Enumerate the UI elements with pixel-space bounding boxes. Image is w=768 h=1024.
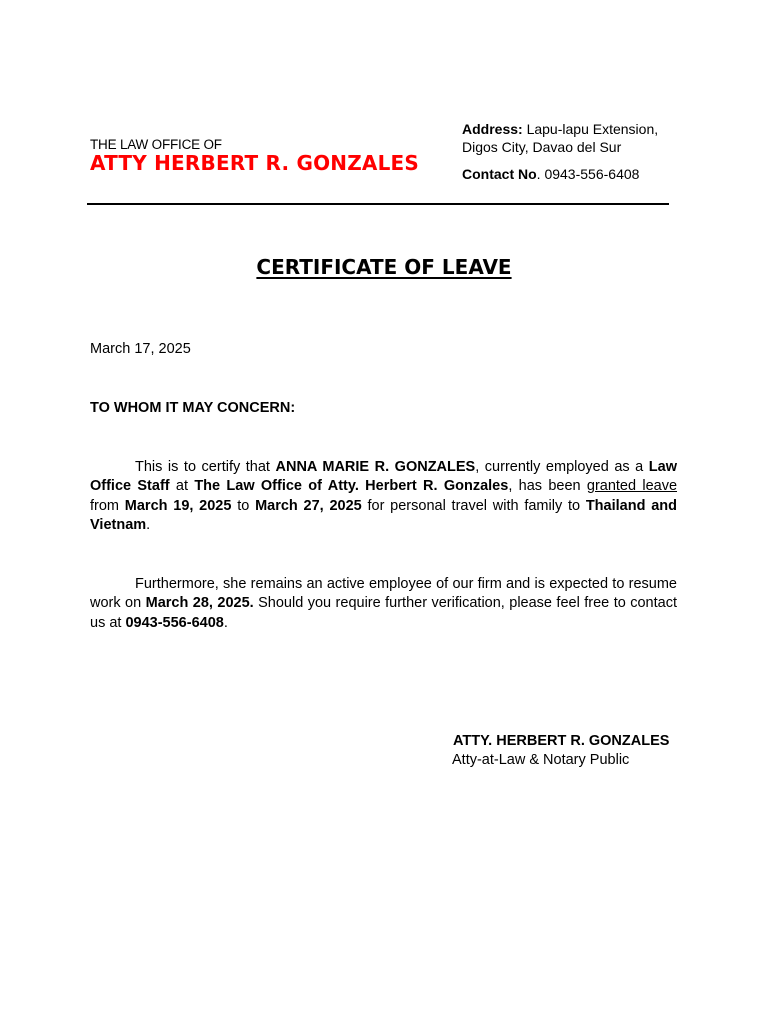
address-line2: Digos City, Davao del Sur — [462, 139, 622, 155]
signatory-title: Atty-at-Law & Notary Public — [452, 752, 630, 768]
salutation: TO WHOM IT MAY CONCERN: — [90, 400, 296, 416]
contact-value: . 0943-556-6408 — [536, 166, 640, 182]
text-run: , has been — [508, 478, 587, 495]
leave-start-date: March 19, 2025 — [124, 497, 232, 514]
address-line1: Lapu-lapu Extension, — [526, 121, 659, 137]
contact-phone: 0943-556-6408 — [125, 614, 224, 631]
employee-name: ANNA MARIE R. GONZALES — [275, 459, 476, 475]
resume-date: March 28, 2025. — [145, 595, 254, 612]
certification-paragraph — [90, 458, 677, 535]
text-run: . — [223, 614, 228, 631]
text-run: at — [169, 478, 195, 495]
travel-destination: Thailand and Vietnam — [90, 497, 677, 533]
text-run: , currently employed as a — [475, 459, 649, 475]
employee-position: Law Office Staff — [90, 459, 677, 495]
signatory-name: ATTY. HERBERT R. GONZALES — [453, 733, 670, 749]
text-run: Should you require further verification, please feel free to contact us at — [90, 595, 677, 631]
text-run: Furthermore, she remains an active employee of our firm and is expected to resume work on — [90, 576, 677, 612]
text-run: . — [146, 516, 151, 533]
office-name: The Law Office of Atty. Herbert R. Gonzales — [194, 478, 509, 495]
text-run: to — [231, 497, 256, 514]
text-run: for personal travel with family to — [361, 497, 586, 514]
address-block — [462, 120, 658, 156]
text-run: This is to certify that — [135, 459, 276, 475]
contact-label: Contact No — [462, 166, 537, 182]
firm-name: ATTY HERBERT R. GONZALES — [90, 151, 420, 175]
text-run: from — [90, 497, 125, 514]
return-paragraph — [90, 575, 677, 633]
header-divider — [87, 203, 669, 205]
firm-label: THE LAW OFFICE OF — [90, 137, 222, 152]
address-label: Address: — [462, 121, 523, 137]
leave-end-date: March 27, 2025 — [255, 497, 362, 514]
document-title: CERTIFICATE OF LEAVE — [256, 255, 512, 279]
granted-leave-text: granted leave — [586, 478, 678, 495]
contact-block — [462, 166, 639, 182]
letter-date: March 17, 2025 — [90, 341, 191, 357]
